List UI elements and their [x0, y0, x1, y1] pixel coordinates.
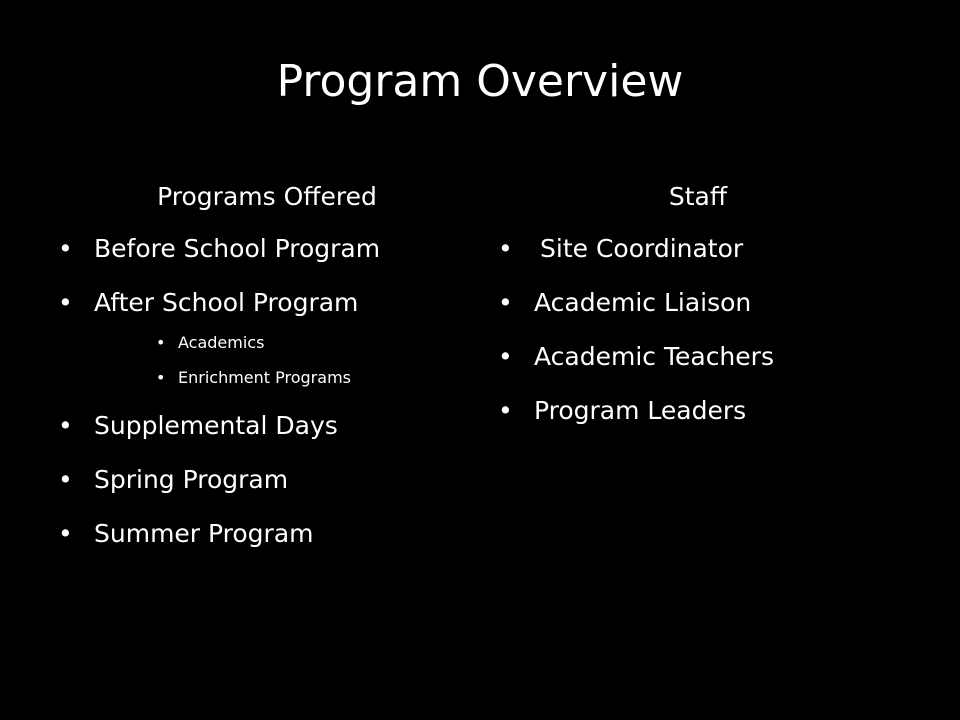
- programs-offered-column: [58, 180, 458, 571]
- list-item: • Before School Program: [58, 232, 458, 266]
- list-item: • Supplemental Days: [58, 409, 458, 443]
- staff-heading: Staff: [668, 182, 728, 211]
- list-item: • Program Leaders: [498, 394, 898, 428]
- sub-list-item: • Enrichment Programs: [94, 367, 458, 389]
- staff-list: [498, 232, 898, 428]
- sub-list-item: • Academics: [94, 332, 458, 354]
- staff-column: [498, 180, 898, 448]
- programs-offered-heading: Programs Offered: [157, 182, 377, 211]
- after-school-sublist: [94, 332, 458, 389]
- list-item: • Summer Program: [58, 517, 458, 551]
- list-item: • After School Program • Academics • Enrichment Programs: [58, 286, 458, 389]
- list-item: • Academic Teachers: [498, 340, 898, 374]
- slide-title: Program Overview: [276, 56, 684, 107]
- list-item: • Academic Liaison: [498, 286, 898, 320]
- programs-list: [58, 232, 458, 551]
- list-item: • Spring Program: [58, 463, 458, 497]
- list-item: • Site Coordinator: [498, 232, 898, 266]
